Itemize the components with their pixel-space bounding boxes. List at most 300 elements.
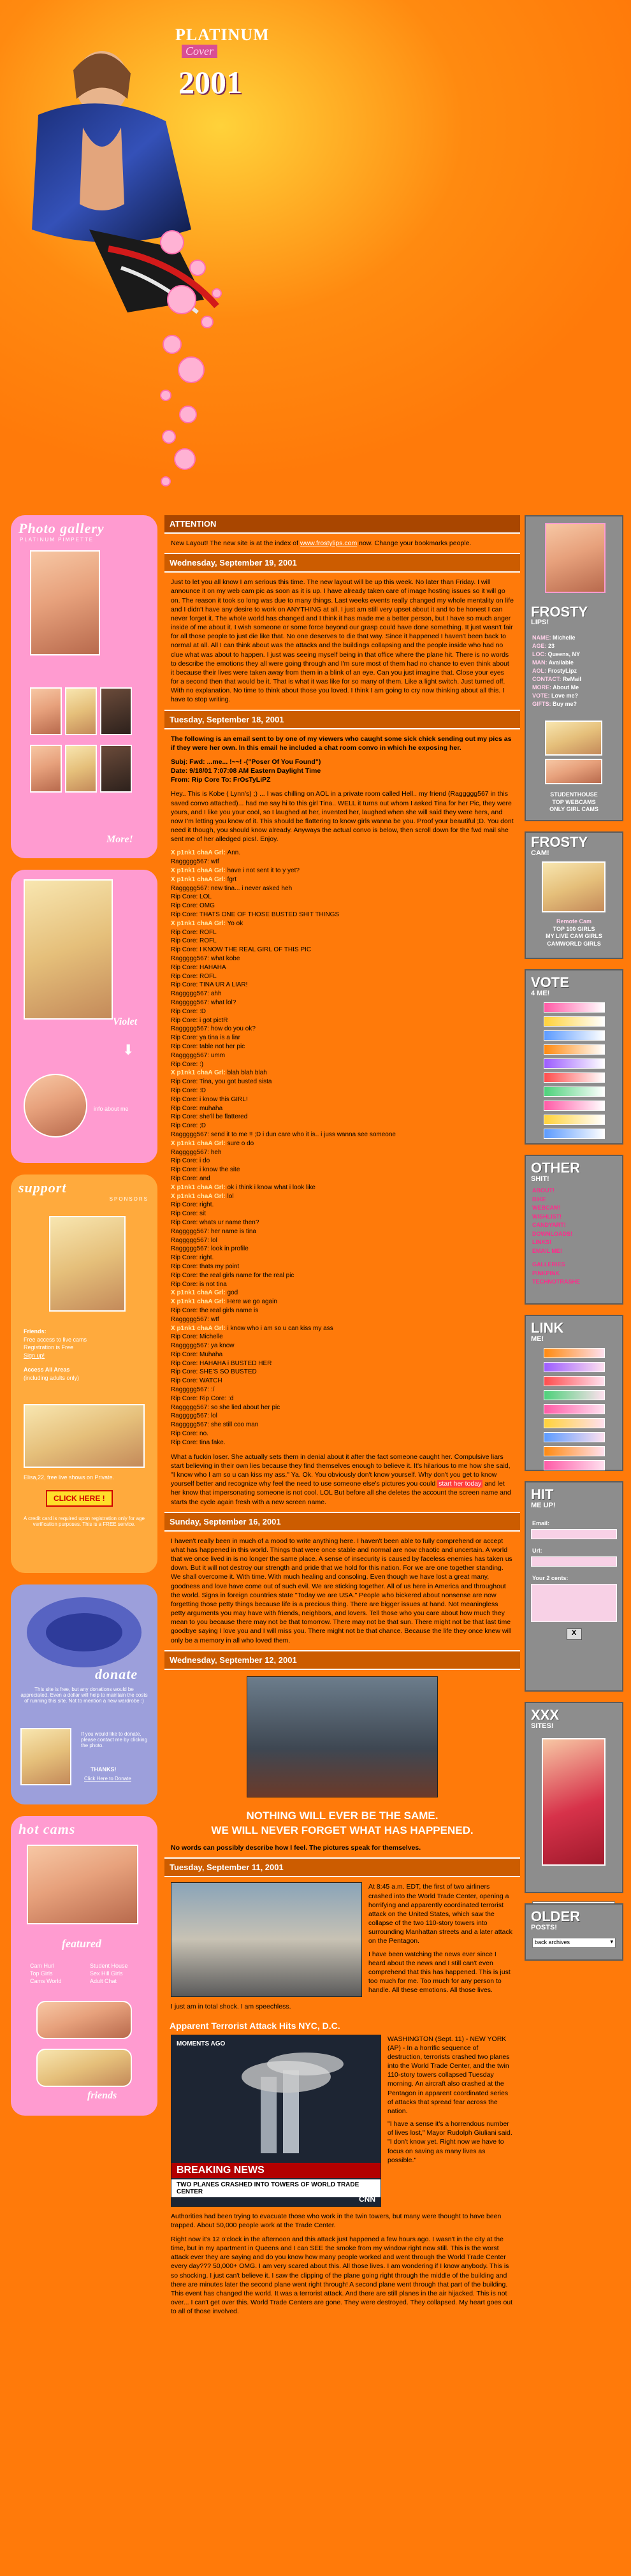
chat-message: lol bbox=[210, 1412, 217, 1420]
chat-message: Michelle bbox=[199, 1333, 223, 1341]
chat-message: look in profile bbox=[210, 1245, 249, 1253]
chat-line bbox=[171, 1157, 514, 1166]
attention-text: New Layout! The new site is at the index of www.frostylips.com now. Change your bookmarks people. bbox=[171, 539, 472, 547]
chat-speaker: Raggggg567: bbox=[171, 1131, 211, 1138]
chat-speaker: X p1nk1 chaA Grl: bbox=[171, 1139, 228, 1147]
chat-message: sure o do bbox=[227, 1139, 254, 1147]
chat-line bbox=[171, 1359, 514, 1368]
chat-message: she still coo man bbox=[210, 1421, 259, 1429]
post-body: The following is an email sent to by one of my viewers who caught some sick chick sending out my pics as if they were her own. In this email he included a chat room convo in which he exposing her. bbox=[171, 735, 512, 752]
support-signup-link[interactable]: Sign up! bbox=[24, 1352, 45, 1359]
donate-title: donate bbox=[95, 1666, 138, 1682]
chat-speaker: Rip Core: bbox=[171, 1438, 200, 1446]
chat-line bbox=[171, 1007, 514, 1016]
link-banner-button[interactable] bbox=[544, 1446, 605, 1456]
chat-line bbox=[171, 1289, 514, 1298]
chat-message: right. bbox=[199, 1254, 214, 1262]
sponsor-photo-2[interactable] bbox=[24, 1404, 145, 1468]
chat-message: the real girls name is bbox=[199, 1306, 259, 1314]
hot-cams-item[interactable]: Cams World bbox=[30, 1978, 62, 1984]
profile-field-value[interactable]: About Me bbox=[553, 684, 579, 691]
chat-line bbox=[171, 928, 514, 937]
new-site-link[interactable]: www.frostylips.com bbox=[300, 539, 358, 547]
click-here-button[interactable]: CLICK HERE ! bbox=[46, 1490, 113, 1507]
profile-field bbox=[532, 659, 581, 667]
chat-message: ahh bbox=[210, 990, 222, 998]
chat-line bbox=[171, 1227, 514, 1236]
remote-cam-image[interactable] bbox=[542, 861, 606, 912]
support-sub: SPONSORS bbox=[109, 1196, 149, 1202]
chat-speaker: Rip Core: bbox=[171, 1166, 200, 1174]
gallery-thumb-2[interactable] bbox=[65, 687, 97, 735]
profile-field-value[interactable]: ReMail bbox=[562, 676, 581, 683]
arrow-icon: ⬇ bbox=[122, 1042, 134, 1058]
profile-field-label: MAN: bbox=[532, 659, 549, 666]
decorative-bubbles bbox=[147, 217, 306, 497]
tv-top-label: MOMENTS AGO bbox=[177, 2040, 226, 2047]
url-field[interactable] bbox=[531, 1556, 617, 1567]
chat-line bbox=[171, 990, 514, 999]
profile-field-value: Queens, NY bbox=[548, 651, 581, 658]
chat-speaker: X p1nk1 chaA Grl: bbox=[171, 1298, 228, 1306]
chat-line bbox=[171, 1183, 514, 1192]
chat-line bbox=[171, 1298, 514, 1306]
profile-field-value: 23 bbox=[548, 643, 555, 650]
chat-line bbox=[171, 1025, 514, 1034]
chat-speaker: Rip Core: bbox=[171, 1060, 200, 1068]
donate-thanks: THANKS! bbox=[91, 1766, 117, 1773]
logo-cover: Cover bbox=[182, 45, 217, 58]
chat-line bbox=[171, 1280, 514, 1289]
vote-panel bbox=[525, 969, 623, 1145]
chat-line bbox=[171, 1060, 514, 1069]
chat-message: table not her pic bbox=[199, 1043, 245, 1050]
profile-thumb-2[interactable] bbox=[545, 759, 602, 784]
model-portrait[interactable] bbox=[24, 1074, 87, 1138]
older-posts-panel bbox=[525, 1903, 623, 1961]
chat-speaker: X p1nk1 chaA Grl: bbox=[171, 867, 228, 875]
highlighted-link[interactable]: start her today bbox=[439, 1480, 482, 1488]
chat-message: heh bbox=[210, 1148, 222, 1156]
chat-message: :D bbox=[199, 1007, 207, 1015]
support-line2: Registration is Free bbox=[24, 1344, 74, 1351]
gallery-more-link[interactable]: More! bbox=[106, 834, 133, 845]
chat-message: tina fake. bbox=[199, 1438, 226, 1446]
chat-message: new tina... i never asked heh bbox=[210, 884, 293, 892]
chat-message: thats my point bbox=[199, 1262, 240, 1270]
chat-log bbox=[164, 849, 520, 1447]
chat-message: i know the site bbox=[199, 1166, 240, 1174]
chat-speaker: X p1nk1 chaA Grl: bbox=[171, 1289, 228, 1297]
post-date: Wednesday, September 19, 2001 bbox=[164, 553, 520, 573]
email-header: Subj: Fwd: ...me... !~~! -("Poser Of You Found") Date: 9/18/01 7:07:08 AM Eastern Daylight Time From: Rip Core To: FrOsTyLiPZ bbox=[171, 757, 321, 784]
vote-button[interactable] bbox=[544, 1044, 605, 1055]
chat-line bbox=[171, 1166, 514, 1175]
other-link[interactable]: ABOUT! bbox=[532, 1187, 555, 1194]
other-link[interactable]: EMAIL ME! bbox=[532, 1247, 562, 1254]
chat-line bbox=[171, 1148, 514, 1157]
chat-line bbox=[171, 1016, 514, 1025]
chat-line bbox=[171, 1403, 514, 1412]
chat-message: ROFL bbox=[199, 937, 217, 945]
wtc-photo bbox=[171, 1882, 362, 1997]
donate-photo-caption: If you would like to donate, please contact me by clicking the photo. bbox=[81, 1731, 148, 1748]
profile-field bbox=[532, 642, 581, 650]
wire-text: WASHINGTON (Sept. 11) - NEW YORK (AP) - In a horrific sequence of destruction, terrorists crashed two planes into the World Trade Center, and the twin 110-story towers collapsed Tuesday morning. An aircraft also crashed at the Pentagon in apparent coordinated series of attacks that spread fear across the nation. bbox=[388, 2035, 510, 2115]
chat-speaker: Rip Core: bbox=[171, 1016, 200, 1024]
other-link[interactable]: DOWNLOADS! bbox=[532, 1230, 572, 1237]
chat-line bbox=[171, 972, 514, 981]
main-content bbox=[164, 515, 520, 2576]
chat-speaker: Raggggg567: bbox=[171, 1245, 211, 1253]
vote-button[interactable] bbox=[544, 1002, 605, 1013]
chat-message: :) bbox=[199, 1060, 204, 1068]
chat-line bbox=[171, 1175, 514, 1183]
chat-line bbox=[171, 911, 514, 919]
donate-panel bbox=[11, 1584, 157, 1804]
support-access: Access All Areas bbox=[24, 1366, 70, 1373]
chat-line bbox=[171, 1324, 514, 1333]
chat-message: her name is tina bbox=[210, 1227, 256, 1235]
news-subhead: Apparent Terrorist Attack Hits NYC, D.C. bbox=[170, 2020, 340, 2031]
chat-speaker: Rip Core: bbox=[171, 937, 200, 945]
chat-message: umm bbox=[210, 1051, 226, 1059]
chat-speaker: Raggggg567: bbox=[171, 990, 211, 998]
logo-year: 2001 bbox=[178, 64, 242, 100]
chat-line bbox=[171, 875, 514, 884]
chat-line bbox=[171, 1271, 514, 1280]
vote-button[interactable] bbox=[544, 1115, 605, 1125]
chat-speaker: X p1nk1 chaA Grl: bbox=[171, 1183, 228, 1191]
other-link[interactable]: GALLERIES bbox=[532, 1261, 565, 1268]
chat-line bbox=[171, 1377, 514, 1386]
other-link[interactable]: LINKS! bbox=[532, 1239, 551, 1245]
xxx-title-2: SITES! bbox=[531, 1722, 554, 1730]
memorial-photo bbox=[247, 1676, 438, 1797]
chat-speaker: Rip Core: bbox=[171, 928, 200, 936]
other-link[interactable]: PINKPINK bbox=[532, 1270, 560, 1277]
tower-smoke-image bbox=[197, 2051, 356, 2153]
vote-button[interactable] bbox=[544, 1030, 605, 1041]
chat-line bbox=[171, 849, 514, 858]
chat-message: Tina, you got busted sista bbox=[199, 1078, 272, 1086]
profile-field-label: CONTACT: bbox=[532, 676, 563, 683]
comments-field[interactable] bbox=[531, 1584, 617, 1622]
chat-line bbox=[171, 1306, 514, 1315]
hot-cams-thumb-2[interactable] bbox=[36, 2049, 132, 2087]
chat-line bbox=[171, 1438, 514, 1447]
chat-speaker: Raggggg567: bbox=[171, 1227, 211, 1235]
sponsor-photo-1[interactable] bbox=[49, 1216, 126, 1312]
chat-line bbox=[171, 1368, 514, 1377]
chat-line bbox=[171, 1034, 514, 1043]
xxx-title: XXX bbox=[531, 1707, 560, 1723]
vote-button[interactable] bbox=[544, 1016, 605, 1027]
chat-line bbox=[171, 893, 514, 902]
chat-message: fgrt bbox=[227, 875, 236, 883]
other-link[interactable]: WEBCAM! bbox=[532, 1204, 561, 1211]
photo-gallery-panel bbox=[11, 515, 157, 858]
chat-message: :/ bbox=[210, 1386, 215, 1394]
hot-cams-title: hot cams bbox=[18, 1821, 76, 1837]
vote-button[interactable] bbox=[544, 1072, 605, 1083]
chat-line bbox=[171, 1087, 514, 1095]
support-title: support bbox=[18, 1180, 67, 1196]
hot-cams-sub: featured bbox=[62, 1937, 101, 1950]
older-title: OLDER bbox=[531, 1908, 580, 1924]
chat-message: muhaha bbox=[199, 1104, 223, 1112]
chat-speaker: Raggggg567: bbox=[171, 1051, 211, 1059]
post-body-continued: What a fuckin loser. She actually sets them in denial about it after the fact someone caught her. Compulsive liars start believing in their own lies because they find themselves enough to believe it. It's hilarious to me how she said, "I know who I am so u can kiss my ass." Ya. Ok. You obviously don't know yourself. Why don't you get to know yourself better and recognize why feel the need to use someone else's pictures you could start her today and let her know that impersonating someone is not cool. LOL But before all she deletes the account the screen name and starts the cycle again fresh with a new screen name. bbox=[171, 1453, 511, 1506]
link-banner-button[interactable] bbox=[544, 1404, 605, 1414]
chat-speaker: Rip Core: bbox=[171, 1201, 200, 1209]
profile-panel bbox=[525, 515, 623, 821]
vote-button[interactable] bbox=[544, 1087, 605, 1097]
chat-speaker: Rip Core: bbox=[171, 1377, 200, 1385]
profile-field bbox=[532, 684, 581, 692]
photo-gallery-title: Photo gallery bbox=[18, 520, 105, 536]
cam-title-2: CAM! bbox=[531, 849, 549, 857]
chat-speaker: Rip Core: bbox=[171, 1306, 200, 1314]
profile-field bbox=[532, 667, 581, 675]
chat-message: the real girls name for the real pic bbox=[199, 1271, 294, 1279]
hot-cams-photo[interactable] bbox=[27, 1845, 138, 1924]
profile-field bbox=[532, 650, 581, 659]
gallery-thumb-4[interactable] bbox=[30, 745, 62, 793]
memorial-headline-2: WE WILL NEVER FORGET WHAT HAS HAPPENED. bbox=[211, 1824, 474, 1836]
camworld-girls-link[interactable]: CAMWORLD GIRLS bbox=[547, 940, 601, 948]
model-panel bbox=[11, 870, 157, 1163]
only-girl-cams-link[interactable]: ONLY GIRL CAMS bbox=[549, 806, 598, 813]
comments-label: Your 2 cents: bbox=[532, 1575, 569, 1582]
vote-button[interactable] bbox=[544, 1058, 605, 1069]
link-banner-button[interactable] bbox=[544, 1460, 605, 1470]
vote-buttons bbox=[526, 1002, 622, 1139]
hot-cams-thumb-1[interactable] bbox=[36, 2001, 132, 2039]
chat-speaker: Rip Core: bbox=[171, 902, 200, 910]
chat-message: how do you ok? bbox=[210, 1025, 256, 1033]
chat-message: HAHAHA bbox=[199, 963, 226, 971]
chat-message: and bbox=[199, 1175, 210, 1182]
chat-speaker: Rip Core: bbox=[171, 946, 200, 954]
chat-speaker: Rip Core: bbox=[171, 1262, 200, 1270]
gallery-thumb-3[interactable] bbox=[100, 687, 132, 735]
chat-line bbox=[171, 858, 514, 867]
profile-field bbox=[532, 692, 581, 700]
chat-message: THATS ONE OF THOSE BUSTED SHIT THINGS bbox=[199, 911, 340, 919]
support-friends: Friends: bbox=[24, 1328, 47, 1335]
logo-platinum: PLATINUM bbox=[175, 26, 270, 44]
chat-message: lol bbox=[227, 1192, 234, 1200]
email-field[interactable] bbox=[531, 1529, 617, 1539]
chat-line bbox=[171, 919, 514, 928]
left-sidebar bbox=[11, 515, 157, 2127]
chat-speaker: Rip Core: bbox=[171, 972, 200, 980]
chat-line bbox=[171, 1210, 514, 1218]
profile-fields bbox=[526, 630, 588, 712]
link-me-title: LINK bbox=[531, 1320, 564, 1336]
hot-cams-item[interactable]: Top Girls bbox=[30, 1970, 53, 1977]
other-title-2: SHIT! bbox=[531, 1175, 549, 1183]
hot-cams-item[interactable]: Sex Hill Girls bbox=[90, 1970, 123, 1977]
chat-message: i know this GIRL! bbox=[199, 1095, 248, 1103]
chat-line bbox=[171, 1131, 514, 1139]
news-body: At 8:45 a.m. EDT, the first of two airliners crashed into the World Trade Center, opening a horrifying and apparently coordinated terrorist attack on the United States, which saw the collapse of the two 110-story towers into surrounding Manhattan streets and a later attack on the Pentagon. bbox=[368, 1883, 512, 1945]
wire-text-3: Authorities had been trying to evacuate those who work in the twin towers, but many were thought to have been trapped. About 50,000 people work at the Trade Center. bbox=[171, 2212, 502, 2229]
other-title: OTHER bbox=[531, 1160, 580, 1176]
chat-speaker: Rip Core: bbox=[171, 1430, 200, 1438]
chat-line bbox=[171, 1218, 514, 1227]
hit-me-title-2: ME UP! bbox=[531, 1502, 556, 1509]
chat-line bbox=[171, 1122, 514, 1131]
chat-message: lol bbox=[210, 1236, 217, 1244]
profile-field-label: AGE: bbox=[532, 643, 549, 650]
chat-line bbox=[171, 1078, 514, 1087]
link-banner-button[interactable] bbox=[544, 1432, 605, 1442]
other-link[interactable]: BIKE bbox=[532, 1196, 546, 1203]
chat-speaker: Rip Core: bbox=[171, 1359, 200, 1367]
email-label: Email: bbox=[532, 1520, 550, 1526]
chat-message: Rip Core: :d bbox=[199, 1394, 234, 1402]
chat-speaker: X p1nk1 chaA Grl: bbox=[171, 1069, 228, 1077]
chat-line bbox=[171, 1192, 514, 1201]
hit-me-panel bbox=[525, 1481, 623, 1692]
gallery-thumb-5[interactable] bbox=[65, 745, 97, 793]
chat-speaker: Rip Core: bbox=[171, 1350, 200, 1358]
xxx-panel bbox=[525, 1702, 623, 1893]
memorial-headline-1: NOTHING WILL EVER BE THE SAME. bbox=[246, 1809, 439, 1822]
chat-line bbox=[171, 1315, 514, 1324]
vote-title-2: 4 ME! bbox=[531, 990, 550, 997]
chat-message: i do bbox=[199, 1157, 210, 1165]
link-me-title-2: ME! bbox=[531, 1335, 544, 1343]
chat-line bbox=[171, 981, 514, 990]
chat-line bbox=[171, 1421, 514, 1430]
chat-speaker: Rip Core: bbox=[171, 1087, 200, 1094]
link-banner-button[interactable] bbox=[544, 1390, 605, 1400]
chat-speaker: X p1nk1 chaA Grl: bbox=[171, 919, 228, 927]
link-banner-button[interactable] bbox=[544, 1376, 605, 1386]
hot-cams-list bbox=[30, 1963, 145, 1984]
hot-cams-item[interactable]: Adult Chat bbox=[90, 1978, 117, 1984]
other-link[interactable]: CANDYART! bbox=[532, 1222, 566, 1228]
donate-text: This site is free, but any donations would be appreciated. Even a dollar will help to maintain the costs of running this site. Not to mention a new wardrobe :) bbox=[20, 1687, 148, 1704]
profile-field-value[interactable]: Love me? bbox=[551, 692, 579, 699]
post-date: Tuesday, September 11, 2001 bbox=[164, 1857, 520, 1877]
chat-speaker: Rip Core: bbox=[171, 1218, 200, 1226]
support-access2: (including adults only) bbox=[24, 1374, 80, 1381]
vote-button[interactable] bbox=[544, 1101, 605, 1111]
chat-speaker: Rip Core: bbox=[171, 1157, 200, 1165]
xxx-photo[interactable] bbox=[542, 1738, 606, 1866]
chat-message: have i not sent it to y yet? bbox=[227, 867, 300, 875]
chat-message: TINA UR A LIAR! bbox=[199, 981, 248, 989]
link-banner-button[interactable] bbox=[544, 1362, 605, 1372]
profile-title: FROSTY bbox=[531, 604, 588, 620]
profile-field-value: Michelle bbox=[553, 634, 576, 641]
donate-photo[interactable] bbox=[20, 1728, 71, 1785]
link-banner-button[interactable] bbox=[544, 1348, 605, 1358]
top-100-girls-link[interactable]: TOP 100 GIRLS bbox=[553, 925, 595, 932]
chat-line bbox=[171, 1430, 514, 1438]
cam-panel bbox=[525, 831, 623, 959]
chat-message: Here we go again bbox=[227, 1298, 277, 1306]
hot-cams-friends: friends bbox=[87, 2090, 117, 2101]
model-name: Violet bbox=[113, 1016, 138, 1027]
hot-cams-item[interactable]: Student House bbox=[90, 1963, 128, 1969]
chat-message: ROFL bbox=[199, 972, 217, 980]
chat-line bbox=[171, 1104, 514, 1113]
chat-message: whats ur name then? bbox=[199, 1218, 259, 1226]
link-me-panel bbox=[525, 1315, 623, 1471]
chat-line bbox=[171, 1236, 514, 1245]
donate-link[interactable]: Click Here to Donate bbox=[84, 1776, 131, 1782]
other-link[interactable]: WISHLIST! bbox=[532, 1213, 562, 1220]
chat-speaker: Rip Core: bbox=[171, 1113, 200, 1121]
chat-message: Ann. bbox=[227, 849, 241, 857]
hot-cams-panel bbox=[11, 1816, 157, 2116]
chat-speaker: Raggggg567: bbox=[171, 1236, 211, 1244]
closing-text: Right now it's 12 o'clock in the afternoon and this attack just happened a few hours ago. I wasn't in the city at the time, but in my apartment in Queens and I can SEE the smoke from my window right now still. This is the worst attack ever they are saying and do you know how many people worked and went through the World Trade Center every day??? 50,000+ OMG. I am very scared about this. All those lives. I am wondering if I know anybody. This is so shocking. I just can't believe it. I saw the clipping of the plane going right through the middle of the building and there are minutes later the second plane went right through! A second plane went through that part of the building. This event has changed the world. It was a terrorist attack. And there are still planes in the air hijacked. This is not over... I can't get over this. World Trade Centers are gone. They were destroyed. They collapsed. My heart goes out to all of those involved. bbox=[171, 2235, 513, 2316]
chat-line bbox=[171, 1051, 514, 1060]
chat-speaker: Raggggg567: bbox=[171, 1315, 211, 1323]
link-banner-button[interactable] bbox=[544, 1418, 605, 1428]
chat-line bbox=[171, 1333, 514, 1342]
archive-select[interactable]: back archives ▾ bbox=[532, 1938, 616, 1948]
hot-cams-item[interactable]: Cam Hurl bbox=[30, 1963, 55, 1969]
chat-message: ya know bbox=[210, 1342, 235, 1350]
link-buttons bbox=[526, 1348, 622, 1470]
profile-thumb-1[interactable] bbox=[545, 721, 602, 756]
chat-line bbox=[171, 1095, 514, 1104]
support-line1: Free access to live cams bbox=[24, 1336, 87, 1343]
support-note: A credit card is required upon registration only for age verification purposes. This is a FREE service. bbox=[24, 1516, 145, 1527]
chat-line bbox=[171, 1254, 514, 1262]
chat-speaker: Rip Core: bbox=[171, 911, 199, 919]
chat-message: I KNOW THE REAL GIRL OF THIS PIC bbox=[199, 946, 312, 954]
student-house-link[interactable]: STUDENTHOUSE bbox=[550, 791, 598, 798]
gallery-thumb-6[interactable] bbox=[100, 745, 132, 793]
gallery-thumb-1[interactable] bbox=[30, 687, 62, 735]
vote-button[interactable] bbox=[544, 1129, 605, 1139]
submit-button[interactable]: X bbox=[567, 1628, 582, 1640]
profile-field bbox=[532, 700, 581, 708]
model-about-link[interactable]: info about me bbox=[94, 1106, 129, 1112]
profile-field-label: LOC: bbox=[532, 651, 548, 658]
chat-speaker: Rip Core: bbox=[171, 1394, 200, 1402]
tv-label: BREAKING NEWS bbox=[171, 2163, 381, 2178]
wire-text-2: "I have a sense it's a horrendous number of lives lost," Mayor Rudolph Giuliani said. "I don't know yet. Right now we have to focus on saving as many lives as possible." bbox=[388, 2120, 512, 2164]
news-body-2: I have been watching the news ever since I heard about the news and I still can't even comprehend that this has happened. This is just too much for me. Too much for any person to handle. All these emotions. All those lives. bbox=[368, 1950, 511, 1994]
model-photo bbox=[24, 879, 113, 1020]
gallery-featured-photo[interactable] bbox=[30, 550, 100, 655]
chat-line bbox=[171, 1201, 514, 1210]
chat-message: what lol? bbox=[210, 999, 236, 1007]
other-link[interactable]: TECHNOTRASHE bbox=[532, 1278, 581, 1285]
my-live-cam-girls-link[interactable]: MY LIVE CAM GIRLS bbox=[546, 933, 602, 940]
chat-speaker: X p1nk1 chaA Grl: bbox=[171, 875, 228, 883]
profile-field-value[interactable]: Buy me? bbox=[553, 701, 577, 708]
chat-speaker: Raggggg567: bbox=[171, 884, 211, 892]
post-body: I haven't really been in much of a mood to write anything here. I haven't been able to fully comprehend or accept what has happened in this world. Things that were once stable and normal are now chaotic and uncertain. A world that we once lived in is no longer the same place. A sense of insecurity is caused by faceless enemies has taken us down. But it will not destroy our strength and pride that we hold for this nation. For we are one together standing. We shall overcome it. With time. With much healing and consoling. Even though we have lost a great many, goodness and love have come out of such evil. We are sticking together. All of us here in America and throughout the world. Signs in foreign countries state "Today we are USA." People who bickered about nonsense are now forgetting those petty things because life is a precious thing. There are bigger issues at hand. Not meaningless petty arguments you may have with friends, neighbors, and lovers. Tell those who you care about how much they mean to you because there may not be that tomorrow. There may not be that sun. There might not be that last time goodbye saying I love you and I will miss you. There might not be that chance. Because the life they once knew will only be a memory in all who loved them. bbox=[171, 1537, 512, 1644]
remote-cam-caption: Remote Cam bbox=[556, 918, 591, 925]
chat-speaker: Rip Core: bbox=[171, 1333, 200, 1341]
chat-message: i know who i am so u can kiss my ass bbox=[227, 1324, 333, 1332]
top-webcams-link[interactable]: TOP WEBCAMS bbox=[552, 798, 596, 805]
sponsor-elisa: Elisa,22, free live shows on Private. bbox=[24, 1474, 115, 1481]
chat-speaker: Rip Core: bbox=[171, 1007, 200, 1015]
profile-field-label: NAME: bbox=[532, 634, 553, 641]
